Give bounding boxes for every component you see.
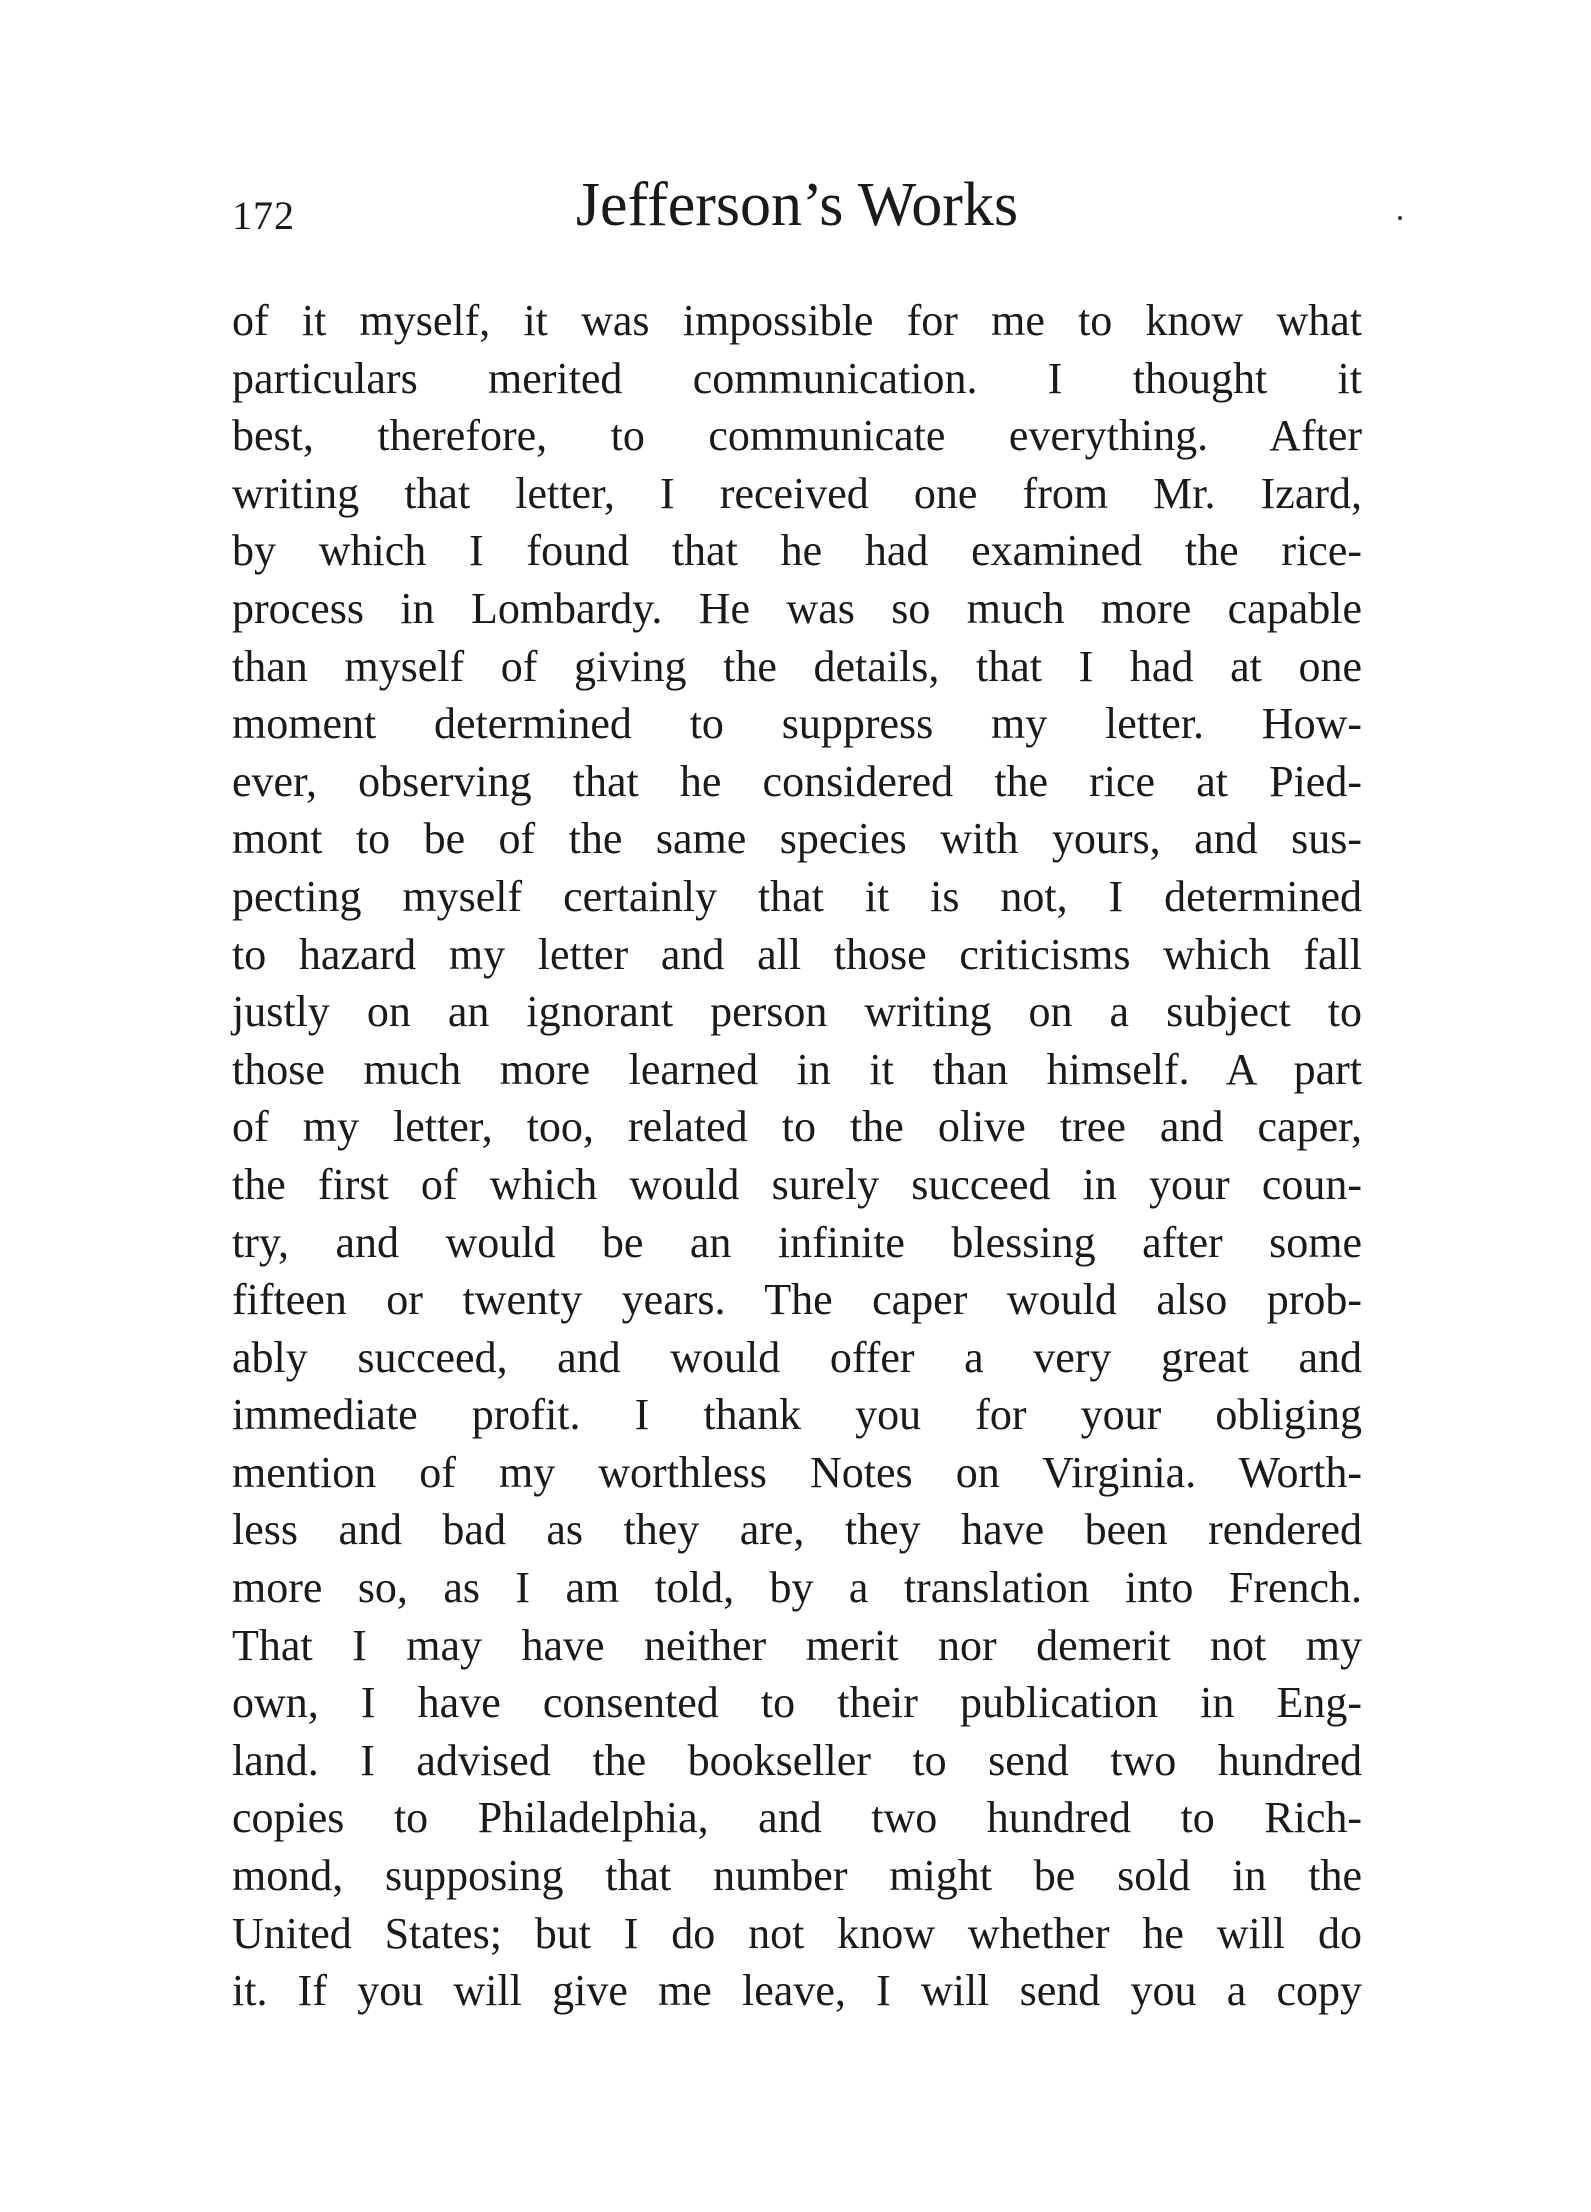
text-line: That I may have neither merit nor demerit not my: [232, 1620, 1362, 1670]
running-head: Jefferson’s Works: [575, 171, 1019, 239]
text-line: ably succeed, and would offer a very great and: [232, 1332, 1362, 1382]
page-header: [232, 170, 1362, 260]
text-line: own, I have consented to their publication in Eng-: [232, 1678, 1362, 1728]
text-line: of it myself, it was impossible for me to know what: [232, 296, 1362, 345]
text-line: those much more learned in it than himself. A part: [232, 1044, 1362, 1094]
text-line: land. I advised the bookseller to send two hundred: [232, 1735, 1362, 1785]
text-line: than myself of giving the details, that I had at one: [232, 641, 1362, 691]
text-line: moment determined to suppress my letter. How-: [232, 699, 1362, 749]
text-line: process in Lombardy. He was so much more capable: [232, 583, 1362, 633]
text-line: mont to be of the same species with yours, and sus-: [232, 814, 1362, 864]
text-line: writing that letter, I received one from Mr. Izard,: [232, 468, 1362, 518]
text-line: United States; but I do not know whether he will do: [232, 1908, 1362, 1958]
text-line: of my letter, too, related to the olive tree and caper,: [232, 1102, 1362, 1152]
speck-mark: [1398, 216, 1402, 220]
page-number: 172: [232, 193, 295, 238]
text-line: more so, as I am told, by a translation into French.: [232, 1563, 1362, 1613]
text-line: the first of which would surely succeed in your coun-: [232, 1159, 1362, 1209]
text-line: by which I found that he had examined the rice-: [232, 526, 1362, 576]
text-line: best, therefore, to communicate everything. After: [232, 411, 1362, 461]
body-text: [232, 292, 1362, 2020]
text-line: mond, supposing that number might be sold in the: [232, 1851, 1362, 1901]
text-line: particulars merited communication. I thought it: [232, 353, 1362, 403]
text-line: justly on an ignorant person writing on a subject to: [232, 987, 1362, 1037]
text-line: copies to Philadelphia, and two hundred to Rich-: [232, 1793, 1362, 1843]
text-line: pecting myself certainly that it is not, I determined: [232, 871, 1362, 921]
text-line: less and bad as they are, they have been rendered: [232, 1505, 1362, 1555]
text-line: try, and would be an infinite blessing after some: [232, 1217, 1362, 1267]
text-line: fifteen or twenty years. The caper would also prob-: [232, 1275, 1362, 1325]
text-line: ever, observing that he considered the rice at Pied-: [232, 756, 1362, 806]
text-line: it. If you will give me leave, I will send you a copy: [232, 1966, 1362, 2016]
text-line: immediate profit. I thank you for your obliging: [232, 1390, 1362, 1440]
text-line: to hazard my letter and all those criticisms which fall: [232, 929, 1362, 979]
text-line: mention of my worthless Notes on Virginia. Worth-: [232, 1447, 1362, 1497]
